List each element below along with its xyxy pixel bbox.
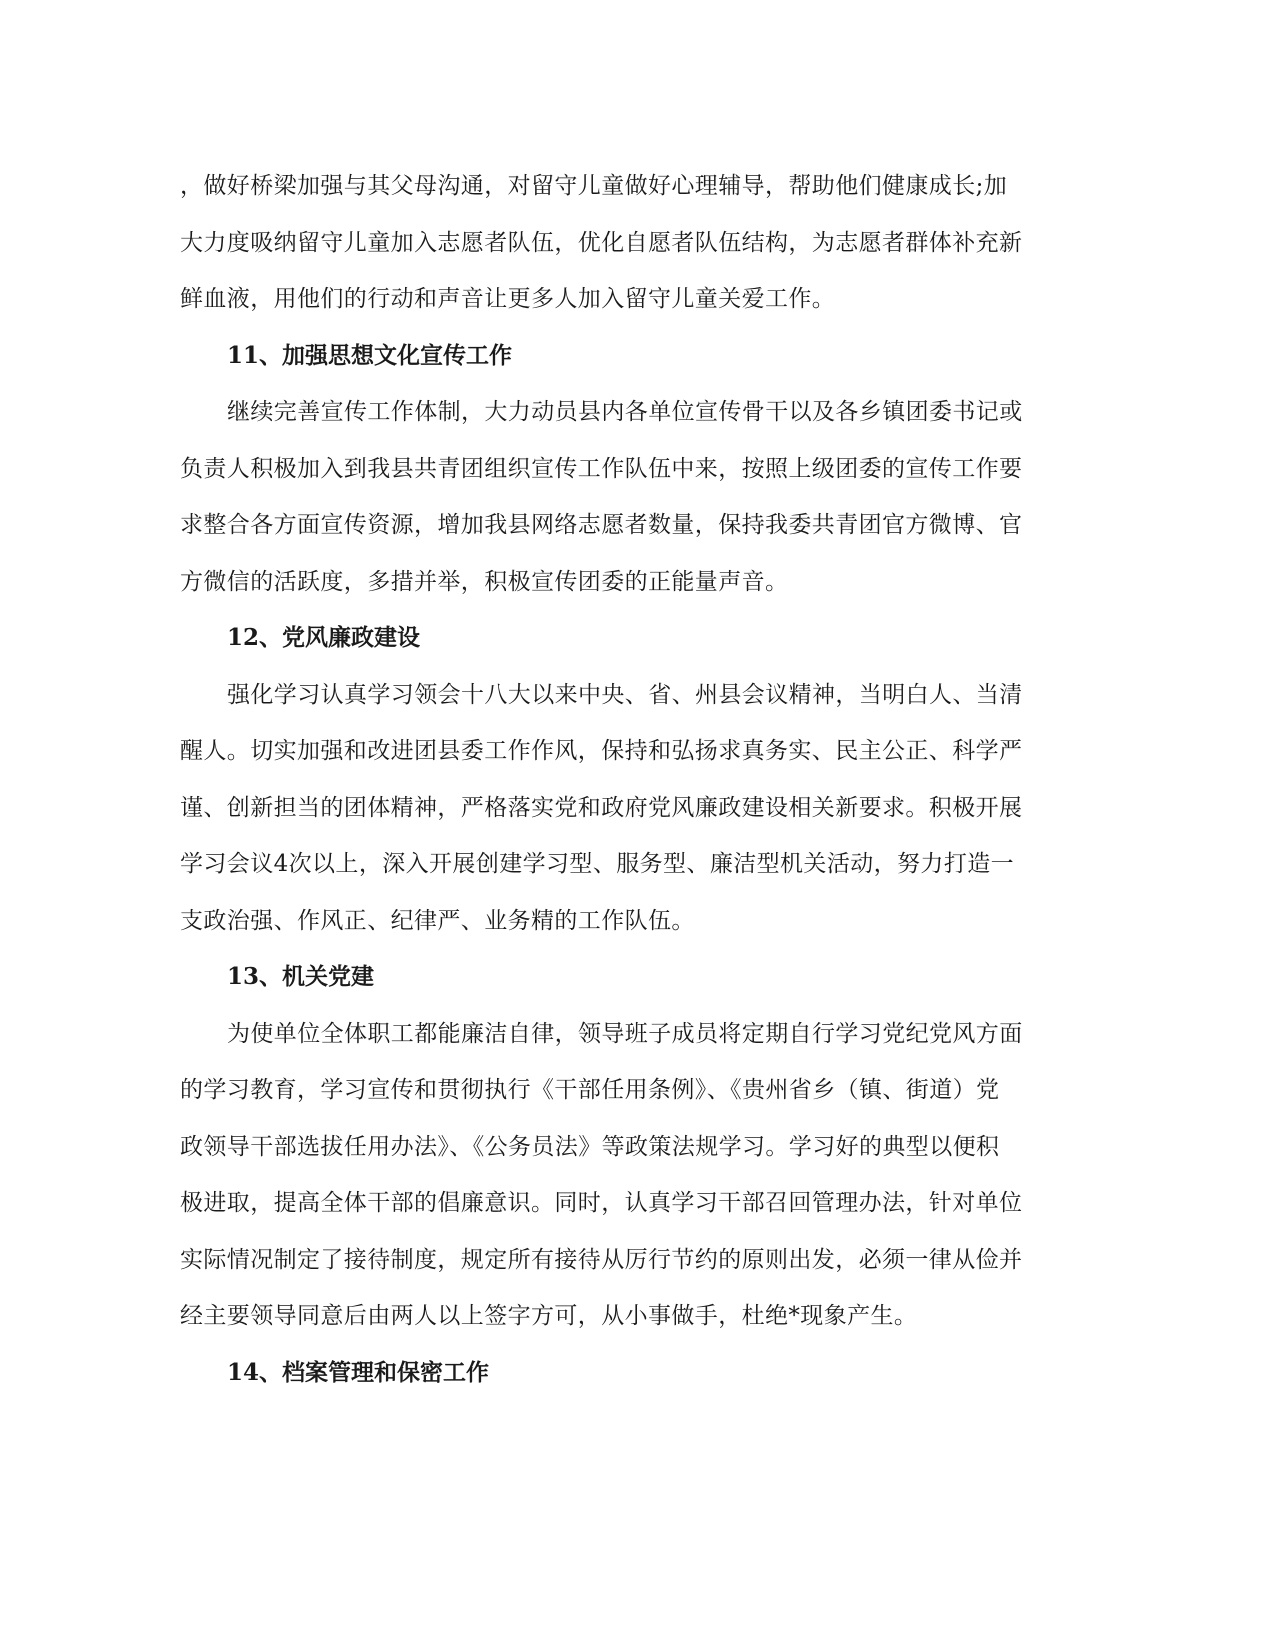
paragraph-continuation: [180, 158, 1040, 328]
text-line: 谨、创新担当的团体精神，严格落实党和政府党风廉政建设相关新要求。积极开展: [180, 794, 1023, 821]
paragraph-party-building: [180, 1006, 1040, 1345]
section-heading-12: 12、党风廉政建设: [227, 624, 421, 651]
text-line: 极进取，提高全体干部的倡廉意识。同时，认真学习干部召回管理办法，针对单位: [180, 1190, 1023, 1216]
paragraph-integrity: [180, 667, 1040, 950]
text-line: ，做好桥梁加强与其父母沟通，对留守儿童做好心理辅导，帮助他们健康成长;加: [180, 173, 1008, 199]
text-line: 负责人积极加入到我县共青团组织宣传工作队伍中来，按照上级团委的宣传工作要: [180, 455, 1023, 482]
section-heading-11: 11、加强思想文化宣传工作: [227, 341, 513, 369]
text-line: 的学习教育，学习宣传和贯彻执行《干部任用条例》、《贵州省乡（镇、街道）党: [180, 1077, 1000, 1103]
text-line: 方微信的活跃度，多措并举，积极宣传团委的正能量声音。: [180, 568, 789, 595]
section-heading-13: 13、机关党建: [227, 963, 375, 990]
section-heading-14: 14、档案管理和保密工作: [227, 1358, 490, 1386]
text-line: 政领导干部选拔任用办法》、《公务员法》等政策法规学习。学习好的典型以便积: [180, 1133, 1000, 1160]
text-line: 经主要领导同意后由两人以上签字方可，从小事做手，杜绝*现象产生。: [180, 1303, 918, 1329]
text-line: 求整合各方面宣传资源，增加我县网络志愿者数量，保持我委共青团官方微博、官: [180, 512, 1023, 538]
document-page: [180, 158, 1040, 1401]
paragraph-publicity: [180, 384, 1040, 610]
text-line: 实际情况制定了接待制度，规定所有接待从厉行节约的原则出发，必须一律从俭并: [180, 1246, 1023, 1273]
text-line: 醒人。切实加强和改进团县委工作作风，保持和弘扬求真务实、民主公正、科学严: [180, 738, 1023, 764]
text-line: 为使单位全体职工都能廉洁自律，领导班子成员将定期自行学习党纪党风方面: [227, 1020, 1023, 1047]
text-line: 强化学习认真学习领会十八大以来中央、省、州县会议精神，当明白人、当清: [227, 681, 1023, 708]
text-line: 支政治强、作风正、纪律严、业务精的工作队伍。: [180, 907, 695, 934]
text-line: 学习会议4次以上，深入开展创建学习型、服务型、廉洁型机关活动，努力打造一: [180, 851, 1015, 877]
text-line: 大力度吸纳留守儿童加入志愿者队伍，优化自愿者队伍结构，为志愿者群体补充新: [180, 229, 1023, 256]
text-line: 鲜血液，用他们的行动和声音让更多人加入留守儿童关爱工作。: [180, 286, 836, 312]
text-line: 继续完善宣传工作体制，大力动员县内各单位宣传骨干以及各乡镇团委书记或: [227, 399, 1023, 425]
